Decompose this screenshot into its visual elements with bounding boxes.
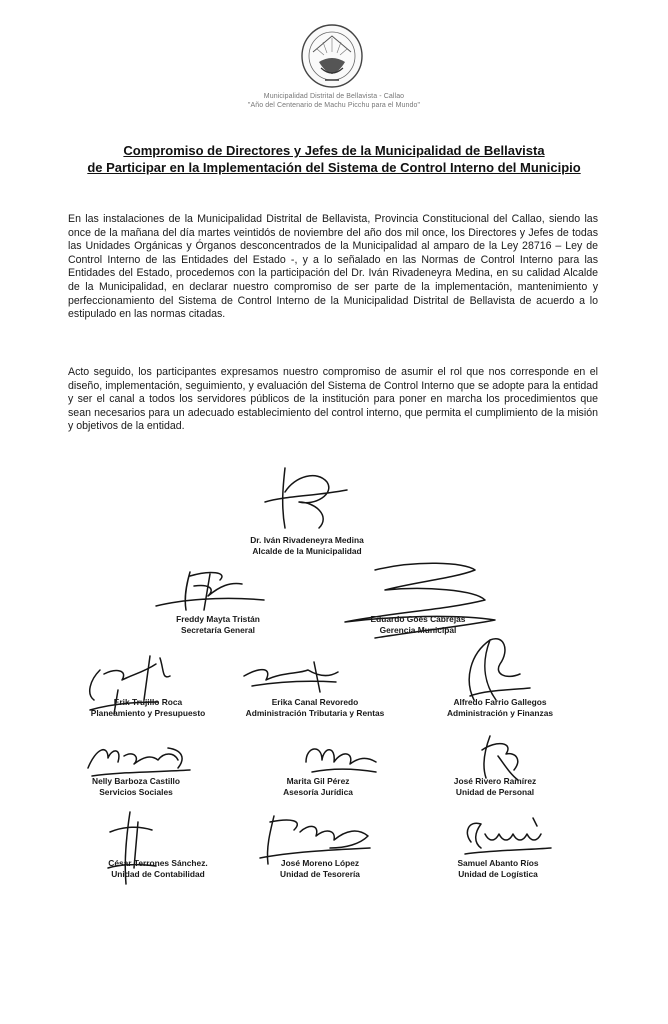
signatory-name: Erik Trujillo Roca — [113, 697, 183, 707]
signatory-name: Eduardo Goes Cabrejas — [370, 614, 466, 624]
signatory-block-social-services — [36, 776, 236, 798]
signatory-role: Secretaría General — [180, 625, 256, 635]
signatory-block-mayor — [207, 535, 407, 557]
signatory-name: Alfredo Farrio Gallegos — [453, 697, 547, 707]
body-paragraph-2: Acto seguido, los participantes expresamos nuestro compromiso de asumir el rol que nos corresponde en el diseño, implementación, seguimiento, y evaluación del Sistema de Control Interno que se adopte para la entidad y ser el canal a todos los servidores públicos de la institución para poner en marcha los procedimientos que sean necesarios para un adecuado establecimiento del control interno, que permita el cumplimiento de la misión y objetivos de la entidad. — [68, 366, 598, 433]
signatory-role: Administración Tributaria y Rentas — [245, 708, 385, 718]
signatory-name: César Terrones Sánchez. — [108, 858, 208, 868]
signatory-name: Marita Gil Pérez — [286, 776, 350, 786]
institution-name: Municipalidad Distrital de Bellavista - Callao — [263, 93, 405, 100]
municipal-seal-icon — [299, 22, 365, 90]
signatory-role: Gerencia Municipal — [379, 625, 457, 635]
signatory-block-finance — [400, 697, 600, 719]
signatory-role: Servicios Sociales — [99, 787, 173, 797]
signatory-name: Dr. Iván Rivadeneyra Medina — [250, 535, 364, 545]
signatory-block-treasury — [220, 858, 420, 880]
signatory-role: Planeamiento y Presupuesto — [90, 708, 206, 718]
signatory-block-logistics — [398, 858, 598, 880]
signatory-role: Alcalde de la Municipalidad — [252, 546, 362, 556]
signatory-name: Freddy Mayta Tristán — [176, 614, 260, 624]
signatory-name: Samuel Abanto Ríos — [457, 858, 539, 868]
signatory-name: Erika Canal Revoredo — [271, 697, 359, 707]
title-line-1: Compromiso de Directores y Jefes de la Municipalidad de Bellavista — [123, 143, 545, 158]
signatory-role: Unidad de Contabilidad — [111, 869, 205, 879]
signatory-role: Administración y Finanzas — [446, 708, 554, 718]
signatory-name: José Rivero Ramírez — [453, 776, 537, 786]
signatory-block-tax-administration — [215, 697, 415, 719]
signatory-role: Unidad de Personal — [455, 787, 535, 797]
institution-header — [0, 92, 668, 110]
signatory-role: Unidad de Tesorería — [280, 869, 360, 879]
signature-legal — [292, 732, 382, 782]
signatory-role: Asesoría Jurídica — [283, 787, 353, 797]
title-line-2: de Participar en la Implementación del Sistema de Control Interno del Municipio — [87, 160, 581, 175]
signature-secretary — [150, 566, 270, 616]
year-motto: "Año del Centenario de Machu Picchu para el Mundo" — [247, 102, 421, 109]
signature-mayor — [255, 462, 355, 534]
body-paragraph-1: En las instalaciones de la Municipalidad Distrital de Bellavista, Provincia Constitucional del Callao, siendo las once de la mañana del día martes veintidós de noviembre del año dos mil once, los Directores y Jefes de todas las Unidades Orgánicas y Órganos desconcentrados de la Municipalidad al amparo de la Ley 28716 – Ley de Control Interno de las Entidades del Estado -, y a lo señalado en las Normas de Control Interno para las Entidades del Estado, procedemos con la participación del Dr. Iván Rivadeneyra Medina, en su calidad Alcalde de la Municipalidad, en declarar nuestro compromiso de ser parte de la implementación, mantenimiento y perfeccionamiento del Sistema de Control Interno de la Municipalidad Distrital de Bellavista de acuerdo a lo estipulado en las normas citadas. — [68, 213, 598, 321]
signature-logistics — [455, 812, 555, 862]
signatory-name: Nelly Barboza Castillo — [92, 776, 180, 786]
signatory-block-legal — [218, 776, 418, 798]
signatory-block-personnel — [395, 776, 595, 798]
signatory-name: José Moreno López — [280, 858, 360, 868]
document-title — [0, 142, 668, 176]
signatory-role: Unidad de Logística — [458, 869, 538, 879]
signatory-block-secretary — [118, 614, 318, 636]
signature-tax-administration — [232, 652, 342, 700]
